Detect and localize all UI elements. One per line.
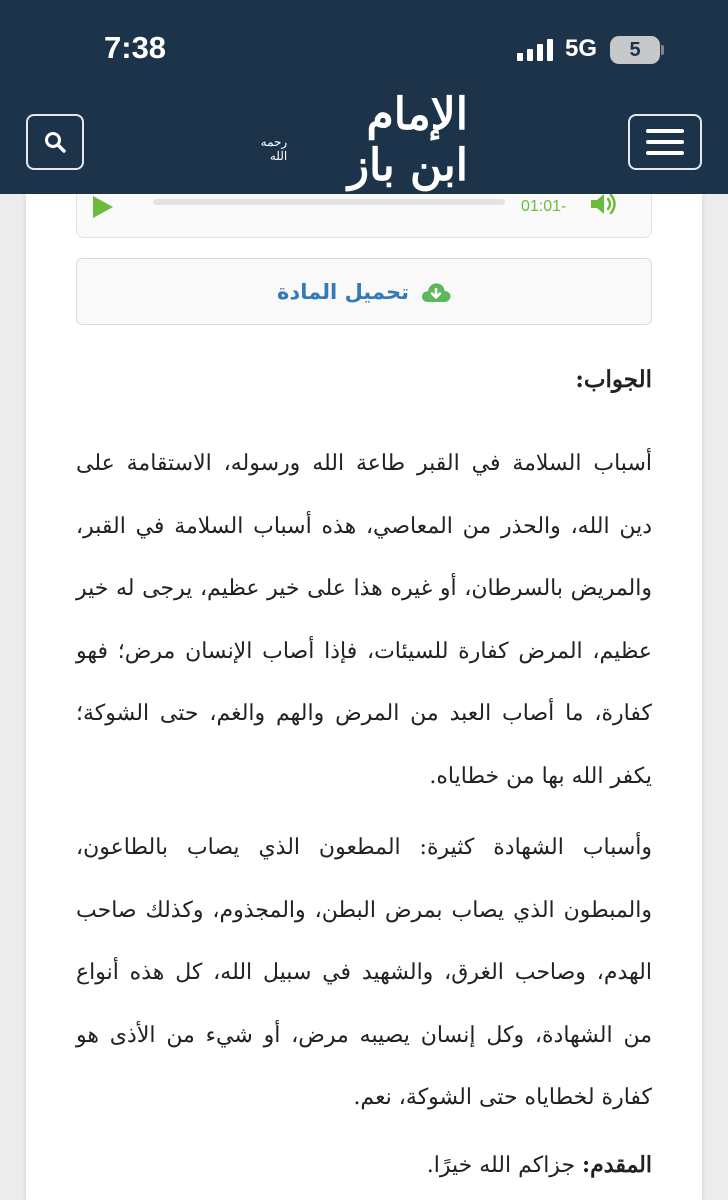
status-time: 7:38 [104,30,167,65]
hamburger-menu-button[interactable] [628,114,702,170]
audio-remaining-time: 01:01- [521,198,567,215]
hamburger-line [646,151,684,155]
audio-progress-bar[interactable] [153,199,505,205]
cloud-download-icon [421,280,451,304]
answer-paragraph-2: وأسباب الشهادة كثيرة: المطعون الذي يصاب بالطاعون، والمبطون الذي يصاب بمرض البطن، والمجذوم، وكذلك صاحب الهدم، وصاحب الغرق، والشهيد في سبيل الله، كل هذه أنواع من الشهادة، وكل إنسان يصيبه مرض، أو شيء من الأذى هو كفارة لخطاياه حتى الشوكة، نعم. [76,835,652,1110]
logo-text: الإمام ابن باز [347,89,468,191]
site-header [0,0,728,194]
hamburger-line [646,140,684,144]
presenter-line [76,1140,652,1191]
volume-icon[interactable] [589,192,619,216]
cellular-signal-icon [517,39,555,61]
site-logo[interactable] [252,89,468,191]
battery-nub [661,45,664,55]
battery-level: 5 [629,38,641,61]
download-label: تحميل المادة [277,279,409,304]
presenter-label: المقدم: [582,1152,652,1178]
answer-heading: الجواب: [575,366,652,393]
logo-honorific: رحمه الله [260,135,288,163]
hamburger-menu-icon [646,129,684,133]
search-button[interactable] [26,114,84,170]
content-card [26,194,702,1200]
presenter-text: جزاكم الله خيرًا. [426,1153,583,1178]
answer-paragraph-1: أسباب السلامة في القبر طاعة الله ورسوله، الاستقامة على دين الله، والحذر من المعاصي، هذه أسباب السلامة في القبر، والمريض بالسرطان، أو غيره هذا على خير عظيم، يرجى له خير عظيم، المرض كفارة للسيئات، فإذا أصاب الإنسان مرض؛ فهو كفارة، ما أصاب العبد من المرض والهم والغم، حتى الشوكة؛ يكفر الله بها من خطاياه. [76,451,652,789]
download-button[interactable] [76,258,652,325]
network-type: 5G [565,35,598,62]
audio-player [76,188,652,238]
battery-icon [610,36,660,64]
search-icon [43,130,67,154]
play-icon[interactable] [93,196,113,218]
